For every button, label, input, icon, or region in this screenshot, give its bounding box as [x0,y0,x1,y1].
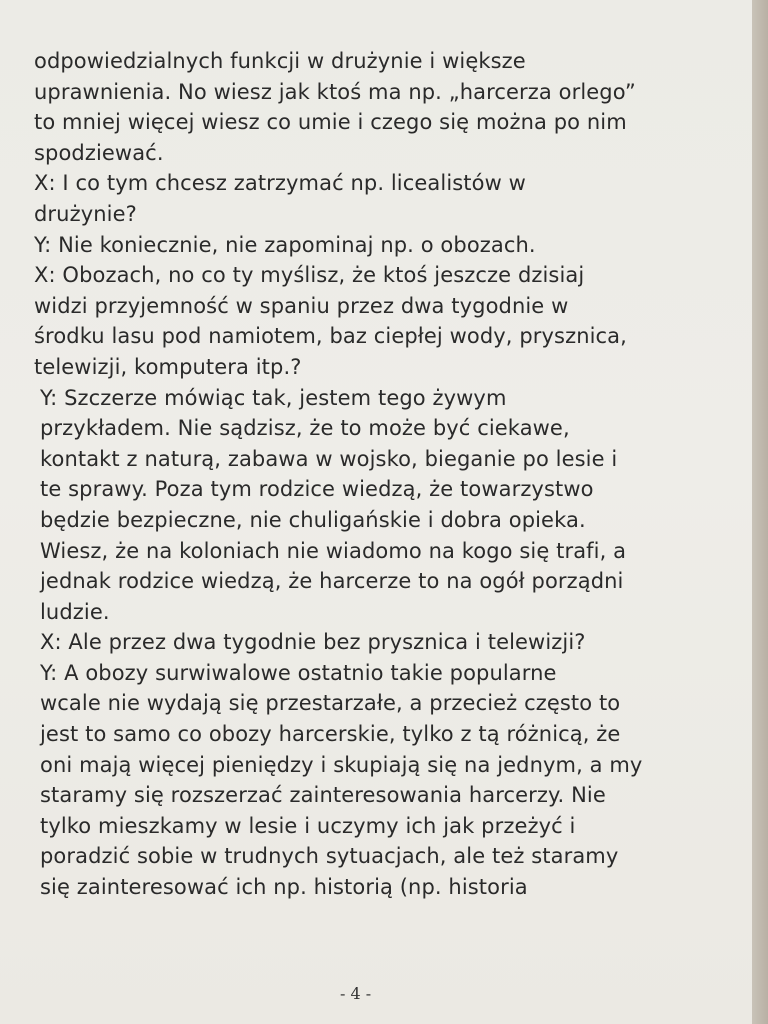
text-line: się zainteresować ich np. historią (np. historia [40,875,528,900]
text-line: Wiesz, że na koloniach nie wiadomo na kogo się trafi, a [40,538,627,563]
text-line: telewizji, komputera itp.? [34,354,302,379]
text-line: przykładem. Nie sądzisz, że to może być ciekawe, [40,416,570,441]
text-line: wcale nie wydają się przestarzałe, a przecież często to [40,691,621,716]
text-line: odpowiedzialnych funkcji w drużynie i większe [34,49,526,73]
text-line: widzi przyjemność w spaniu przez dwa tygodnie w [34,293,569,318]
body-text [34,46,674,903]
dialogue-line: X: Ale przez dwa tygodnie bez prysznica i telewizji? [40,630,586,655]
text-line: kontakt z naturą, zabawa w wojsko, bieganie po lesie i [40,446,618,471]
text-line: poradzić sobie w trudnych sytuacjach, ale też staramy [40,844,619,869]
background-edge [752,0,768,1024]
text-line: jednak rodzice wiedzą, że harcerze to na ogół porządni [40,569,624,594]
text-line: drużynie? [34,201,137,226]
dialogue-line: X: Obozach, no co ty myślisz, że ktoś jeszcze dzisiaj [34,263,585,288]
text-line: spodziewać. [34,140,164,165]
dialogue-line: X: I co tym chcesz zatrzymać np. licealistów w [34,171,526,196]
dialogue-line: Y: A obozy surwiwalowe ostatnio takie popularne [40,660,557,685]
dialogue-line: Y: Nie koniecznie, nie zapominaj np. o obozach. [34,232,536,257]
text-line: jest to samo co obozy harcerskie, tylko z tą różnicą, że [40,722,621,747]
text-line: to mniej więcej wiesz co umie i czego się można po nim [34,110,627,135]
text-line: oni mają więcej pieniędzy i skupiają się na jednym, a my [40,752,643,777]
dialogue-line: Y: Szczerze mówiąc tak, jestem tego żywym [40,385,507,410]
page-number: - 4 - [340,984,372,1003]
text-line: te sprawy. Poza tym rodzice wiedzą, że towarzystwo [40,477,594,502]
text-line: ludzie. [40,599,110,624]
text-line: środku lasu pod namiotem, baz ciepłej wody, prysznica, [34,324,627,349]
text-line: uprawnienia. No wiesz jak ktoś ma np. „harcerza orlego” [34,79,636,104]
text-line: będzie bezpieczne, nie chuligańskie i dobra opieka. [40,507,586,532]
text-line: tylko mieszkamy w lesie i uczymy ich jak przeżyć i [40,813,576,838]
text-line: staramy się rozszerzać zainteresowania harcerzy. Nie [40,783,606,808]
